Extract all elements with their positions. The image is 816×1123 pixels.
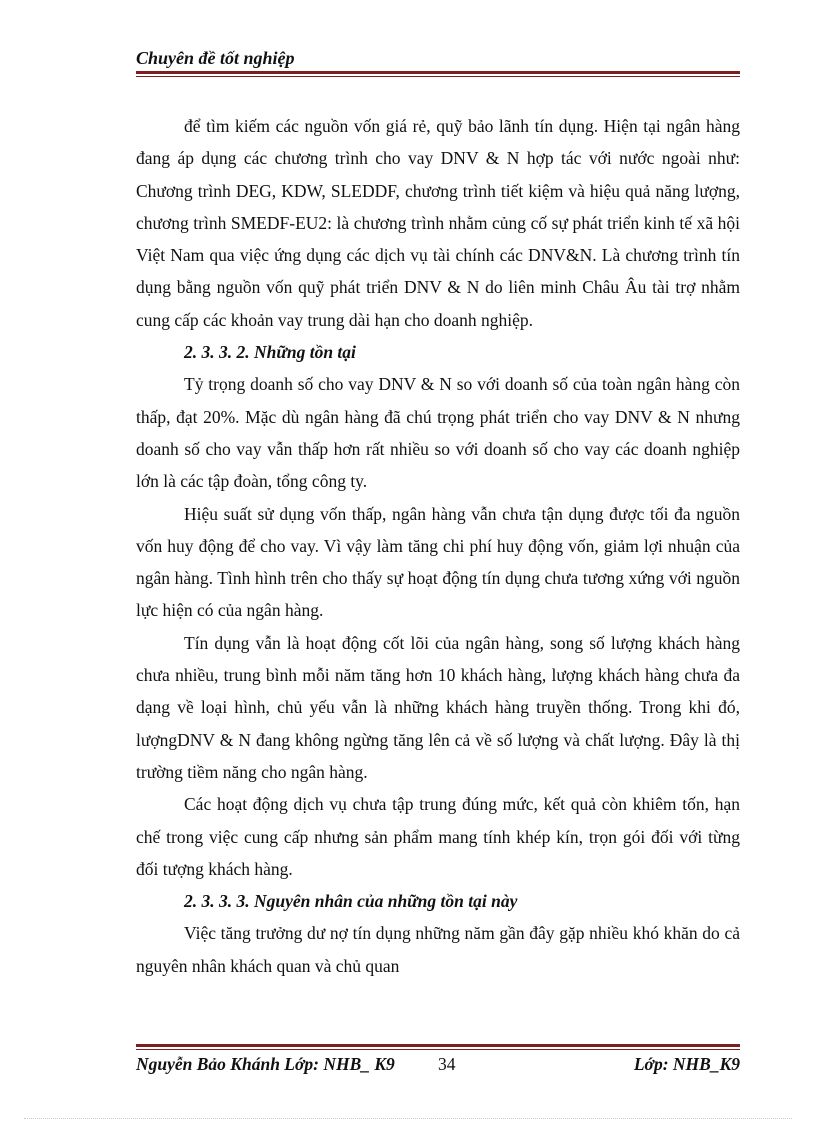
paragraph-continuation: để tìm kiếm các nguồn vốn giá rẻ, quỹ bảo lãnh tín dụng. Hiện tại ngân hàng đang áp dụng các chương trình cho vay DNV & N hợp tác với nước ngoài như: Chương trình DEG, KDW, SLEDDF, chương trình tiết kiệm và hiệu quả năng lượng, chương trình SMEDF-EU2: là chương trình nhằm củng cố sự phát triển kinh tế xã hội Việt Nam qua việc ứng dụng các dịch vụ tài chính các DNV&N. Là chương trình tín dụng bằng nguồn vốn quỹ phát triển DNV & N do liên minh Châu Âu tài trợ nhằm cung cấp các khoản vay trung dài hạn cho doanh nghiệp. <box>136 116 740 330</box>
header-title: Chuyên đề tốt nghiệp <box>136 48 295 68</box>
paragraph-capital-efficiency: Hiệu suất sử dụng vốn thấp, ngân hàng vẫn chưa tận dụng được tối đa nguồn vốn huy động để cho vay. Vì vậy làm tăng chi phí huy động vốn, giảm lợi nhuận của ngân hàng. Tình hình trên cho thấy sự hoạt động tín dụng chưa tương xứng với nguồn lực hiện có của ngân hàng. <box>136 503 740 621</box>
header-rule-thick <box>136 71 740 74</box>
footer-author: Nguyễn Bảo Khánh Lớp: NHB_ K9 <box>136 1054 395 1074</box>
paragraph-loan-share: Tỷ trọng doanh số cho vay DNV & N so với doanh số của toàn ngân hàng còn thấp, đạt 20%. Mặc dù ngân hàng đã chú trọng phát triển cho vay DNV & N nhưng doanh số cho vay vẫn thấp hơn rất nhiều so với doanh số cho vay các doanh nghiệp lớn là các tập đoàn, tổng công ty. <box>136 374 740 492</box>
paragraph-causes-intro: Việc tăng trưởng dư nợ tín dụng những năm gần đây gặp nhiều khó khăn do cả nguyên nhân khách quan và chủ quan <box>136 923 740 976</box>
footer-rule-thin <box>136 1049 740 1050</box>
page-number: 34 <box>438 1054 456 1074</box>
section-heading-existing-issues: 2. 3. 3. 2. Những tồn tại <box>184 342 356 363</box>
body-text <box>136 110 740 982</box>
paragraph-customer-base: Tín dụng vẫn là hoạt động cốt lõi của ngân hàng, song số lượng khách hàng chưa nhiều, trung bình mỗi năm tăng hơn 10 khách hàng, lượng khách hàng chưa đa dạng về loại hình, chủ yếu vẫn là những khách hàng truyền thống. Trong khi đó, lượngDNV & N đang không ngừng tăng lên cả về số lượng và chất lượng. Đây là thị trường tiềm năng cho ngân hàng. <box>136 632 740 782</box>
paragraph-services: Các hoạt động dịch vụ chưa tập trung đúng mức, kết quả còn khiêm tốn, hạn chế trong việc cung cấp nhưng sản phẩm mang tính khép kín, trọn gói đối với từng đối tượng khách hàng. <box>136 794 740 879</box>
footer-rule-thick <box>136 1044 740 1047</box>
section-heading-causes: 2. 3. 3. 3. Nguyên nhân của những tồn tại này <box>184 891 518 912</box>
footer-class: Lớp: NHB_K9 <box>633 1054 740 1074</box>
page-edge-divider <box>24 1118 792 1119</box>
header-rule-thin <box>136 76 740 77</box>
